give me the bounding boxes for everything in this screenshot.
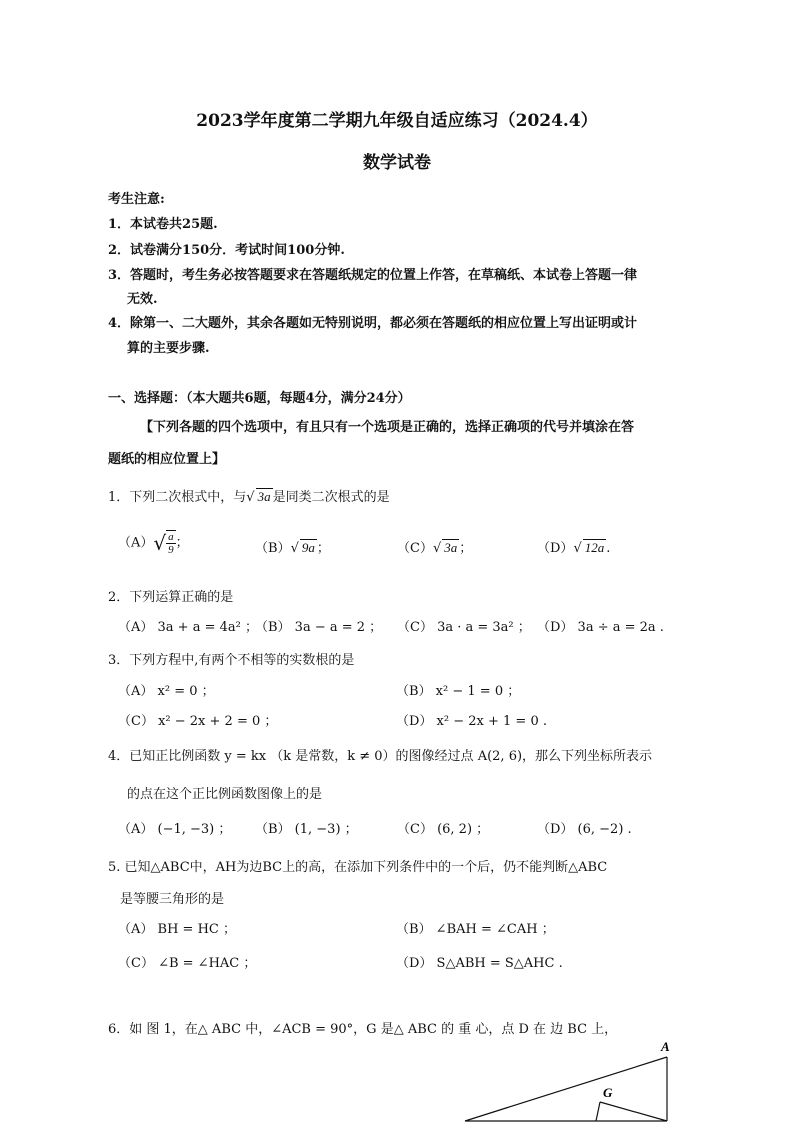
question-1-option-b[interactable]: （B）√ 9a ； [255, 540, 330, 556]
question-4-stem-cont: 的点在这个正比例函数图像上的是 [127, 787, 323, 802]
question-2-option-a[interactable]: （A） 3a + a = 4a² ； [118, 620, 258, 635]
question-1-stem: 1．下列二次根式中，与√ 3a 是同类二次根式的是 [108, 489, 390, 505]
question-2-option-d[interactable]: （D） 3a ÷ a = 2a . [537, 620, 664, 635]
question-5-option-d[interactable]: （D） S△ABH = S△AHC . [396, 956, 563, 971]
question-3-option-d[interactable]: （D） x² − 2x + 1 = 0 . [396, 714, 547, 729]
question-3-option-c[interactable]: （C） x² − 2x + 2 = 0 ； [118, 714, 278, 729]
question-4-option-d[interactable]: （D） (6, −2) . [537, 822, 632, 837]
notice-item: 算的主要步骤. [127, 341, 210, 356]
notice-item: 4．除第一、二大题外，其余各题如无特别说明，都必须在答题纸的相应位置上写出证明或计 [108, 316, 638, 331]
notice-item: 无效. [127, 292, 158, 307]
section-instruction: 【下列各题的四个选项中，有且只有一个选项是正确的，选择正确项的代号并填涂在答 [140, 420, 635, 435]
question-3-stem: 3．下列方程中,有两个不相等的实数根的是 [108, 653, 355, 668]
question-5-stem: 5. 已知△ABC中，AH为边BC上的高，在添加下列条件中的一个后，仍不能判断△ABC [108, 860, 608, 875]
question-6-stem: 6．如 图 1，在△ ABC 中，∠ACB = 90°，G 是△ ABC 的 重 心，点 D 在 边 BC 上， [108, 1022, 618, 1037]
section-heading: 一、选择题：（本大题共6题，每题4分，满分24分） [108, 391, 411, 406]
centroid-g-label: G [603, 1085, 613, 1100]
question-4-stem: 4．已知正比例函数 y = kx （k 是常数，k ≠ 0）的图像经过点 A(2, 6)，那么下列坐标所表示 [108, 749, 653, 764]
question-2-option-b[interactable]: （B） 3a − a = 2 ； [255, 620, 383, 635]
question-5-option-b[interactable]: （B） ∠BAH = ∠CAH ； [396, 922, 555, 937]
question-4-option-a[interactable]: （A） (−1, −3) ； [118, 822, 232, 837]
section-instruction: 题纸的相应位置上】 [108, 452, 226, 467]
question-2-stem: 2．下列运算正确的是 [108, 590, 234, 605]
notice-heading: 考生注意: [108, 192, 165, 207]
question-4-option-c[interactable]: （C） (6, 2) ； [397, 822, 490, 837]
notice-item: 1．本试卷共25题. [108, 217, 218, 232]
figure-1-triangle [455, 1035, 685, 1123]
question-4-option-b[interactable]: （B） (1, −3) ； [255, 822, 358, 837]
side-ab [465, 1057, 667, 1121]
segment-gc [600, 1102, 667, 1121]
question-2-option-c[interactable]: （C） 3a · a = 3a² ； [397, 620, 531, 635]
question-5-stem-cont: 是等腰三角形的是 [120, 892, 225, 907]
segment-dg [596, 1102, 600, 1121]
vertex-a-label: A [661, 1039, 670, 1054]
notice-item: 3．答题时，考生务必按答题要求在答题纸规定的位置上作答，在草稿纸、本试卷上答题一律 [108, 268, 638, 283]
question-5-option-a[interactable]: （A） BH = HC ； [118, 922, 236, 937]
page-title: 2023学年度第二学期九年级自适应练习（2024.4） [196, 111, 598, 131]
question-3-option-a[interactable]: （A） x² = 0 ； [118, 684, 215, 699]
page-subtitle: 数学试卷 [363, 153, 431, 173]
question-1-option-a[interactable]: （A）√ $\frac{a}{9}$ ； [118, 531, 189, 556]
question-3-option-b[interactable]: （B） x² − 1 = 0 ； [396, 684, 521, 699]
notice-item: 2．试卷满分150分．考试时间100分钟. [108, 243, 345, 258]
question-1-option-c[interactable]: （C）√ 3a ； [397, 540, 473, 556]
question-1-option-d[interactable]: （D）√ 12a . [537, 540, 611, 556]
question-5-option-c[interactable]: （C） ∠B = ∠HAC ； [118, 956, 257, 971]
